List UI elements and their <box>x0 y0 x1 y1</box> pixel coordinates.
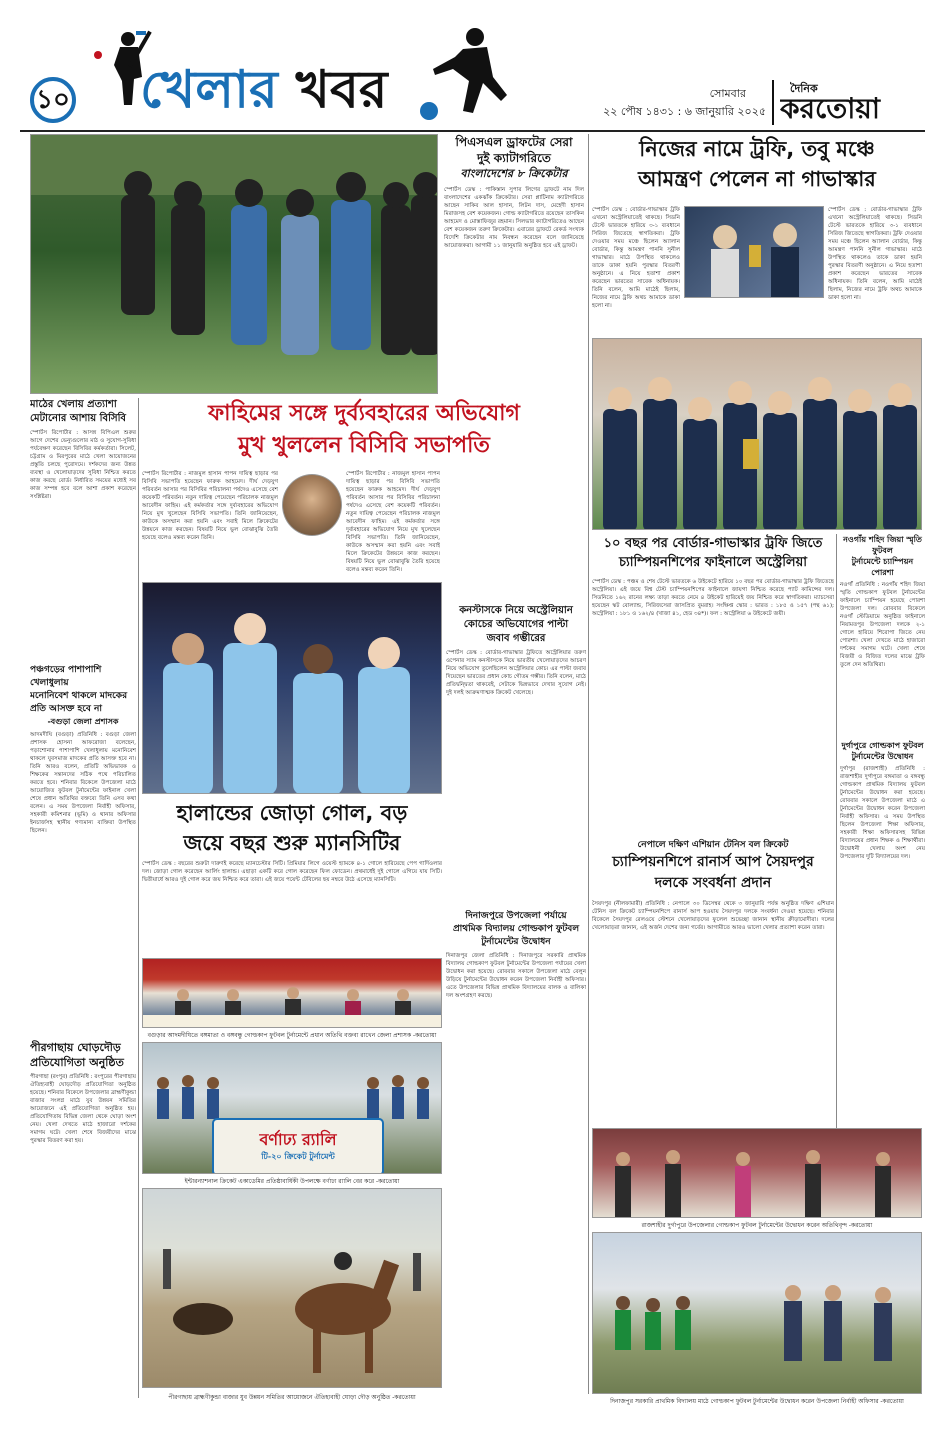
psl-body: স্পোর্টস ডেস্ক : পাকিস্তান সুপার লিগের ড্রাফটে নাম দিল বাংলাদেশের একঝাঁক ক্রিকেটার। সেরা প্লাটিনাম ক্যাটাগরিতে আছেন সাকিব আল হাসান, লিটন দাস, মেহেদী হাসান মিরাজসহ বেশ কয়েকজন। গোল্ড ক্যাটাগরিতে রয়েছেন তাসকিন আহমেদ ও মোস্তাফিজুর রহমান। সিলভার ক্যাটাগরিতেও আছেন বেশ কয়েকজন তরুণ ক্রিকেটার। এবারের ড্রাফটে রেকর্ড সংখ্যক বিদেশি ক্রিকেটার নাম নিবন্ধন করেছেন বলে জানিয়েছে আয়োজকরা। আগামী ১১ জানুয়ারি অনুষ্ঠিত হবে এই ড্রাফট। <box>444 187 584 249</box>
haaland-body: স্পোর্টস ডেস্ক : বছরের শুরুটা দারুণই করেছে ম্যানচেস্টার সিটি। প্রিমিয়ার লিগে ওয়েস্ট হ্যামকে ৪-১ গোলে হারিয়েছে পেপ গার্দিওলার দল। জোড়া গোল করেছেন আর্লিং হালান্ড। এছাড়া একটি করে গোল করেছেন ফিল ফোডেন। প্রথমার্ধেই দুই গোলে এগিয়ে যায় সিটি। দ্বিতীয়ার্ধে আরও দুই গোল করে জয় নিশ্চিত করে তারা। এই জয়ে পয়েন্ট টেবিলের ছয় নম্বরে উঠে এসেছে ম্যানসিটি। <box>142 861 442 883</box>
durgapur-body: দুর্গাপুর (রাজশাহী) প্রতিনিধি : রাজশাহীর দুর্গাপুরে বঙ্গমাতা ও বঙ্গবন্ধু গোল্ডকাপ প্রাথমিক বিদ্যালয় ফুটবল টুর্নামেন্টের উদ্বোধন করা হয়েছে। রোববার সকালে উপজেলা মাঠে এ টুর্নামেন্টের উদ্বোধন করেন উপজেলা নির্বাহী অফিসার। এ সময় উপস্থিত ছিলেন উপজেলা শিক্ষা অফিসার, সহকারী শিক্ষা অফিসারসহ বিভিন্ন বিদ্যালয়ের প্রধান শিক্ষক ও শিক্ষার্থীরা। উদ্বোধনী খেলায় অংশ নেয় উপজেলার দুটি বিদ্যালয়ের দল। <box>840 766 925 860</box>
cricket-rally-photo <box>142 1042 442 1174</box>
australia-team-photo <box>592 338 922 530</box>
naogaon-body: নওগাঁ প্রতিনিধি : নওগাঁয় শহিদ জিয়া স্মৃতি গোল্ডকাপ ফুটবল টুর্নামেন্টের ফাইনালে চ্যাম্পিয়ন হয়েছে পোরশা উপজেলা দল। রোববার বিকেলে নওগাঁ স্টেডিয়ামে অনুষ্ঠিত ফাইনালে নিয়ামতপুর উপজেলা দলকে ২-১ গোলে হারিয়ে শিরোপা জিতে নেয় পোরশা। খেলা দেখতে মাঠে হাজারো দর্শকের সমাগম ঘটে। খেলা শেষে বিজয়ী ও বিজিত দলের মাঝে ট্রফি তুলে দেন অতিথিরা। <box>840 582 925 668</box>
bcb-headline-2: মুখ খুললেন বিসিবি সভাপতি <box>238 433 490 458</box>
article-panchagarh <box>30 664 136 1036</box>
bgt-body: স্পোর্টস ডেস্ক : পঞ্চম ও শেষ টেস্টে ভারতকে ৬ উইকেটে হারিয়ে ১০ বছর পর বোর্ডার-গাভাস্কার ট্রফি জিতেছে অস্ট্রেলিয়া। এই জয়ে বিশ্ব টেস্ট চ্যাম্পিয়নশিপের ফাইনালে জায়গা নিশ্চিত করেছে প্যাট কামিন্সের দল। সিডনিতে ১৬২ রানের লক্ষ্য তাড়া করতে নেমে ৪ উইকেট হারিয়েই জয় নিশ্চিত করে স্বাগতিকরা। ম্যাচসেরা হয়েছেন স্কট বোল্যান্ড, সিরিজসেরা জাসপ্রিত বুমরাহ। সংক্ষিপ্ত স্কোর : ভারত : ১৮৫ ও ১৫৭ (পন্থ ৬১); অস্ট্রেলিয়া : ১৮১ ও ১৬২/৪ (খাজা ৪১, হেড ৩৪*)। ফল : অস্ট্রেলিয়া ৬ উইকেটে জয়ী। <box>592 579 834 617</box>
stadium-body: স্পোর্টস রিপোর্টার : আসন্ন বিপিএল শুরুর আগে দেশের ভেন্যুগুলোর মাঠ ও সুযোগ-সুবিধা পর্যবেক্ষণ করেছেন বিসিবির কর্মকর্তারা। সিলেট, চট্টগ্রাম ও মিরপুরের মাঠে খেলা আয়োজনের প্রস্তুতি চলছে পুরোদমে। দর্শকদের জন্য উন্নত ব্যবস্থা ও খেলোয়াড়দের সুবিধা নিশ্চিত করতে কাজ করছে বোর্ড। নির্ধারিত সময়ের মধ্যেই সব কাজ সম্পন্ন হবে বলে আশা প্রকাশ করেছেন সংশ্লিষ্টরা। <box>30 430 136 500</box>
city-players-figures <box>143 583 442 794</box>
rally-banner-title: বর্ণাঢ্য র‍্যালি <box>259 1130 337 1149</box>
article-durgapur <box>840 740 925 1132</box>
constas-headline-1: কনস্টাসকে নিয়ে অস্ট্রেলিয়ান <box>459 605 573 616</box>
bogura-event-photo <box>142 958 442 1028</box>
psl-subhead: বাংলাদেশের ৮ ক্রিকেটার <box>460 167 568 180</box>
nepal-headline-1: চ্যাম্পিয়নশিপে রানার্স আপ সৈয়দপুর <box>612 854 814 870</box>
article-stadium <box>30 398 136 660</box>
psl-headline-2: দুই ক্যাটাগরিতে <box>477 151 551 165</box>
horse-headline-2: প্রতিযোগিতা অনুষ্ঠিত <box>30 1056 124 1069</box>
naogaon-headline-2: টুর্নামেন্টে চ্যাম্পিয়ন পোরশা <box>851 557 914 577</box>
bgt-headline-1: ১০ বছর পর বোর্ডার-গাভাস্কার ট্রফি জিতে <box>603 536 823 551</box>
psl-headline-1: পিএসএল ড্রাফটের সেরা <box>455 135 573 149</box>
officials-figures <box>31 135 438 394</box>
page-number-text: ১০ <box>36 85 70 115</box>
article-dinajpur <box>446 910 586 1394</box>
nepal-kicker: নেপালে দক্ষিণ এশিয়ান টেনিস বল ক্রিকেট <box>637 840 789 850</box>
stadium-headline-2: মেটানোর আশায় বিসিবি <box>30 413 127 424</box>
paper-prefix: দৈনিক <box>790 82 818 94</box>
article-psl <box>444 134 584 599</box>
nepal-headline-2: দলকে সংবর্ধনা প্রদান <box>654 875 772 891</box>
dinajpur-headline-1: দিনাজপুরে উপজেলা পর্যায়ে <box>465 911 567 921</box>
bogura-event-caption: বগুড়ার আদমদীঘিতে বঙ্গমাতা ও বঙ্গবন্ধু গোল্ডকাপ ফুটবল টুর্নামেন্টে প্রধান অতিথি বক্তব্য রাখেন জেলা প্রশাসক -করতোয়া <box>147 1032 437 1039</box>
haaland-headline-1: হালান্ডের জোড়া গোল, বড় <box>176 801 408 825</box>
field-figures <box>593 1233 922 1394</box>
event-figures <box>143 959 442 1028</box>
panchagarh-headline-2: মনোনিবেশ থাকলে মাদকের <box>30 691 128 701</box>
gavaskar-body-left: স্পোর্টস ডেস্ক : বোর্ডার-গাভাস্কার ট্রফি এখনো অস্ট্রেলিয়াতেই থাকছে। সিডনি টেস্টে ভারতকে হারিয়ে ৩-১ ব্যবধানে সিরিজ জিতেছে স্বাগতিকরা। ট্রফি দেওয়ার সময় মঞ্চে ছিলেন অ্যালান বোর্ডার, কিন্তু আমন্ত্রণ পাননি সুনীল গাভাস্কার। মাঠে উপস্থিত থাকলেও তাকে ডাকা হয়নি পুরস্কার বিতরণী অনুষ্ঠানে। এ নিয়ে হতাশা প্রকাশ করেছেন ভারতের সাবেক অধিনায়ক। তিনি বলেন, আমি মাঠেই ছিলাম, নিজের নামে ট্রফি অথচ আমাকে ডাকা হলো না। <box>592 207 680 309</box>
dinajpur-field-caption: দিনাজপুর সরকারি প্রাথমিক বিদ্যালয় মাঠে গোল্ডকাপ ফুটবল টুর্নামেন্টের উদ্বোধন করেন উপজেলা নির্বাহী অফিসার -করতোয়া <box>610 1398 904 1405</box>
gavaskar-headline-1: নিজের নামে ট্রফি, তবু মঞ্চে <box>639 137 875 161</box>
paper-name: করতোয়া <box>780 92 880 125</box>
article-nepal <box>592 838 834 1128</box>
durgapur-headline: দুর্গাপুরে গোল্ডকাপ ফুটবল টুর্নামেন্টের উদ্বোধন <box>841 741 924 761</box>
column-divider <box>588 134 589 604</box>
cricket-rally-caption: ইন্টারন্যাশনাল ক্রিকেট একাডেমির প্রতিষ্ঠাবার্ষিকী উপলক্ষে বর্ণাঢ্য র‍্যালি বের করে -করতোয়া <box>184 1178 400 1185</box>
bgt-headline-2: চ্যাম্পিয়নশিপের ফাইনালে অস্ট্রেলিয়া <box>618 555 808 570</box>
stadium-headline-1: মাঠের খেলায় প্রত্যাশা <box>30 399 117 410</box>
dinajpur-headline-3: টুর্নামেন্টের উদ্বোধন <box>481 937 551 947</box>
section-title <box>140 55 420 125</box>
durgapur-event-photo <box>592 1128 922 1218</box>
dinajpur-headline-2: প্রাথমিক বিদ্যালয় গোল্ডকাপ ফুটবল <box>452 924 580 934</box>
dinajpur-body: দিনাজপুর জেলা প্রতিনিধি : দিনাজপুরে সরকারি প্রাথমিক বিদ্যালয় গোল্ডকাপ ফুটবল টুর্নামেন্টের উপজেলা পর্যায়ের খেলা উদ্বোধন করা হয়েছে। রোববার সকালে উপজেলা মাঠে বেলুন উড়িয়ে টুর্নামেন্টের উদ্বোধন করেন উপজেলা নির্বাহী অফিসার। এতে উপজেলার বিভিন্ন প্রাথমিক বিদ্যালয়ের বালক ও বালিকা দল অংশগ্রহণ করছে। <box>446 953 586 999</box>
bcb-body-left: স্পোর্টস রিপোর্টার : নাজমুল হাসান পাপন দায়িত্ব ছাড়ার পর বিসিবি সভাপতি হয়েছেন ফারুক আহমেদ। দীর্ঘ দেড়যুগ পরিবর্তন আসার পর বিসিবির পরিচালনা পর্ষদেও এসেছে বেশ কয়েকটি পরিবর্তন। নতুন দায়িত্ব পেয়েছেন পরিচালক নাজমুল আবেদীন ফাহিম। এই কর্মকর্তার সঙ্গে দুর্ব্যবহারের অভিযোগ নিয়ে মুখ খুলেছেন বিসিবি সভাপতি। তিনি জানিয়েছেন, কাউকে অসম্মান করা হয়নি এবং সবাই মিলে ক্রিকেটের উন্নয়নে কাজ করছেন। বিষয়টি নিয়ে ভুল বোঝাবুঝি তৈরি হয়েছে বলেও মন্তব্য করেন তিনি। <box>142 471 278 541</box>
durgapur-event-caption: রাজশাহীর দুর্গাপুরে উপজেলার গোল্ডকাপ ফুটবল টুর্নামেন্টের উদ্বোধন করেন অতিথিবৃন্দ -করতোয়া <box>641 1222 873 1229</box>
durgapur-figures <box>593 1129 922 1218</box>
section-title-part1: খেলার <box>140 60 278 120</box>
masthead-divider <box>772 80 774 125</box>
panchagarh-headline-1: পঞ্চগড়ের পাশাপাশি খেলাধুলায় <box>30 665 102 688</box>
gavaskar-headline-2: আমন্ত্রণ পেলেন না গাভাস্কার <box>638 167 876 191</box>
masthead <box>20 25 925 135</box>
haaland-headline-2: জয়ে বছর শুরু ম্যানসিটির <box>183 831 401 855</box>
gavaskar-trophy-photo <box>684 206 824 298</box>
bcb-body-right: স্পোর্টস রিপোর্টার : নাজমুল হাসান পাপন দায়িত্ব ছাড়ার পর বিসিবি সভাপতি হয়েছেন ফারুক আহমেদ। দীর্ঘ দেড়যুগ পরিবর্তন আসার পর বিসিবির পরিচালনা পর্ষদেও এসেছে বেশ কয়েকটি পরিবর্তন। নতুন দায়িত্ব পেয়েছেন পরিচালক নাজমুল আবেদীন ফাহিম। এই কর্মকর্তার সঙ্গে দুর্ব্যবহারের অভিযোগ নিয়ে মুখ খুলেছেন বিসিবি সভাপতি। তিনি জানিয়েছেন, কাউকে অসম্মান করা হয়নি এবং সবাই মিলে ক্রিকেটের উন্নয়নে কাজ করছেন। বিষয়টি নিয়ে ভুল বোঝাবুঝি তৈরি হয়েছে বলেও মন্তব্য করেন তিনি। <box>346 471 440 573</box>
article-naogaon <box>840 534 925 714</box>
article-bgt <box>592 534 834 834</box>
horse-figures <box>143 1189 442 1388</box>
panchagarh-byline: -বগুড়া জেলা প্রশাসক <box>47 717 119 726</box>
constas-headline-3: জবাব গম্ভীরের <box>486 633 546 644</box>
naogaon-headline-1: নওগাঁয় শহিদ জিয়া স্মৃতি ফুটবল <box>843 535 922 555</box>
article-constas <box>446 604 586 904</box>
man-city-photo <box>142 582 442 794</box>
constas-headline-2: কোচের অভিযোগের পাল্টা <box>463 619 569 630</box>
rally-banner-subtitle: টি-২০ ক্রিকেট টুর্নামেন্ট <box>261 1152 335 1161</box>
horse-race-caption: পীরগাছায় ব্রাহ্মণীকুন্ডা বাজার যুব উন্নয়ন সমিতির আয়োজনে ঐতিহ্যবাহী ঘোড়া দৌড় অনুষ্ঠিত -করতোয়া <box>168 1394 416 1401</box>
gavaskar-body-right: স্পোর্টস ডেস্ক : বোর্ডার-গাভাস্কার ট্রফি এখনো অস্ট্রেলিয়াতেই থাকছে। সিডনি টেস্টে ভারতকে হারিয়ে ৩-১ ব্যবধানে সিরিজ জিতেছে স্বাগতিকরা। ট্রফি দেওয়ার সময় মঞ্চে ছিলেন অ্যালান বোর্ডার, কিন্তু আমন্ত্রণ পাননি সুনীল গাভাস্কার। মাঠে উপস্থিত থাকলেও তাকে ডাকা হয়নি পুরস্কার বিতরণী অনুষ্ঠানে। এ নিয়ে হতাশা প্রকাশ করেছেন ভারতের সাবেক অধিনায়ক। তিনি বলেন, আমি মাঠেই ছিলাম, নিজের নামে ট্রফি অথচ আমাকে ডাকা হলো না। <box>828 207 922 301</box>
dinajpur-field-photo <box>592 1232 922 1394</box>
bcb-headline-1: ফাহিমের সঙ্গে দুর্ব্যবহারের অভিযোগ <box>208 401 520 426</box>
date-label: ২২ পৌষ ১৪৩১ : ৬ জানুয়ারি ২০২৫ <box>603 105 766 118</box>
constas-body: স্পোর্টস ডেস্ক : বোর্ডার-গাভাস্কার ট্রফিতে অস্ট্রেলিয়ার তরুণ ওপেনার স্যাম কনস্টাসকে নিয়ে ভারতীয় খেলোয়াড়দের আচরণ নিয়ে অভিযোগ তুলেছিলেন অস্ট্রেলিয়ার কোচ। এর পাল্টা জবাব দিয়েছেন ভারতের প্রধান কোচ গৌতম গম্ভীর। তিনি বলেন, মাঠে প্রতিদ্বন্দ্বিতা থাকবেই, সেটাকে ভিন্নভাবে দেখার সুযোগ নেই। দুই দলই আক্রমণাত্মক ক্রিকেট খেলেছে। <box>446 650 586 696</box>
horse-body: পীরগাছা (রংপুর) প্রতিনিধি : রংপুরের পীরগাছায় ঐতিহ্যবাহী ঘোড়দৌড় প্রতিযোগিতা অনুষ্ঠিত হয়েছে। শনিবার বিকেলে উপজেলার ব্রাহ্মণীকুন্ডা বাজার সংলগ্ন মাঠে যুব উন্নয়ন সমিতির আয়োজনে এই প্রতিযোগিতা অনুষ্ঠিত হয়। প্রতিযোগিতায় বিভিন্ন জেলা থেকে ঘোড়া অংশ নেয়। খেলা দেখতে মাঠে হাজারো দর্শকের সমাগম ঘটে। খেলা শেষে বিজয়ীদের মাঝে পুরস্কার বিতরণ করা হয়। <box>30 1074 136 1144</box>
team-figures <box>593 339 922 530</box>
bcb-headline <box>140 398 588 468</box>
horse-headline-1: পীরগাছায় ঘোড়দৌড় <box>30 1041 121 1054</box>
article-gavaskar <box>592 134 922 334</box>
column-divider <box>138 398 139 1398</box>
article-horse <box>30 1040 136 1380</box>
page-number <box>30 77 76 123</box>
haaland-headline <box>142 798 442 858</box>
column-divider <box>836 534 837 1134</box>
day-label: সোমবার <box>709 87 746 100</box>
panchagarh-headline-3: প্রতি আসক্ত হবে না <box>30 704 102 714</box>
section-title-part2: খবর <box>295 60 388 120</box>
column-divider <box>588 604 589 1394</box>
bcb-officials-photo <box>30 134 438 394</box>
masthead-rule <box>20 130 925 132</box>
trophy-figures <box>685 207 824 298</box>
panchagarh-body: আদমদীঘি (বগুড়া) প্রতিনিধি : বগুড়া জেলা প্রশাসক হোসনা আফরোজা বলেছেন, পড়াশোনার পাশাপাশি খেলাধুলায় মনোনিবেশ থাকলে যুবসমাজ মাদকের প্রতি আসক্ত হবে না। তিনি আরও বলেন, প্রতিটি অভিভাবক ও শিক্ষকের সন্তানদের সঠিক পথে পরিচালিত করতে হবে। শনিবার বিকেলে উপজেলা মাঠে আয়োজিত ফুটবল টুর্নামেন্টের ফাইনাল খেলা শেষে প্রধান অতিথির বক্তব্যে তিনি এসব কথা বলেন। এ সময় উপজেলা নির্বাহী অফিসার, সহকারী কমিশনার (ভূমি) ও থানার অফিসার ইনচার্জসহ স্থানীয় গণ্যমান্য ব্যক্তিরা উপস্থিত ছিলেন। <box>30 732 136 834</box>
bcb-president-photo <box>282 474 342 536</box>
nepal-body: সৈয়দপুর (নীলফামারী) প্রতিনিধি : নেপালে ৩০ ডিসেম্বর থেকে ৩ জানুয়ারি পর্যন্ত অনুষ্ঠিত দক্ষিণ এশিয়ান টেনিস বল ক্রিকেট চ্যাম্পিয়নশিপে রানার্স আপ হওয়ায় সৈয়দপুর দলকে সংবর্ধনা দেওয়া হয়েছে। শনিবার বিকেলে সৈয়দপুর রেলওয়ে স্টেশনে খেলোয়াড়দের ফুলেল শুভেচ্ছা জানান স্থানীয় ক্রীড়ামোদীরা। দলের খেলোয়াড়রা জানান, এই অর্জন দেশের জন্য গর্বের। আগামীতে আরও ভালো খেলার প্রত্যাশা করেন তারা। <box>592 901 834 931</box>
horse-race-photo <box>142 1188 442 1388</box>
footballer-icon <box>415 25 515 130</box>
